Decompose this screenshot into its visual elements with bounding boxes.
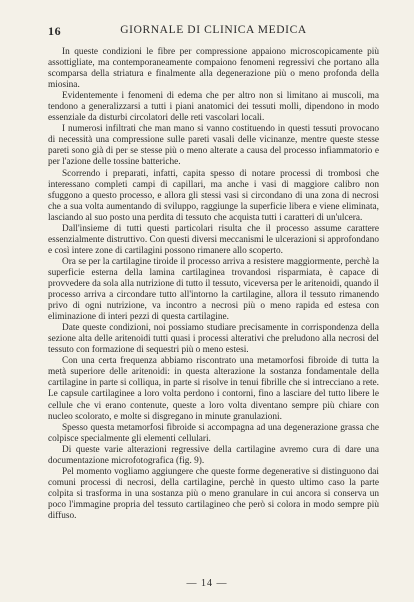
body-text (48, 47, 379, 522)
paragraph: Con una certa frequenza abbiamo riscontrato una metamorfosi fibroide di tutta la metà superiore delle aritenoidi: in questa alterazione la sostanza fondamentale della cartilagine in parte si colliqua, in parte si risolve in tenui fibrille che si intrecciano a rete. Le capsule cartilaginee a loro volta perdono i contorni, fino a lasciare del tutto libere le cellule che vi erano contenute, queste a loro volta diventano sempre più chiare con nucleo scolorato, e molte si disgregano in minute granulazioni. (48, 356, 379, 422)
journal-title: GIORNALE DI CLINICA MEDICA (120, 24, 307, 36)
paragraph: I numerosi infiltrati che man mano si vanno costituendo in questi tessuti provocano di necessità una compressione sulle pareti vasali delle vicinanze, mentre queste stesse pareti sono già di per se stesse più o meno alterate a causa del processo infiammatorio e per l'azione delle tossine batteriche. (48, 124, 379, 168)
paragraph: Ora se per la cartilagine tiroide il processo arriva a resistere maggiormente, perchè la superficie esterna della lamina cartilaginea trovandosi risparmiata, è capace di provvedere da sola alla nutrizione di tutto il tessuto, viceversa per le aritenoidi, quando il processo arriva a circondare tutto all'intorno la cartilagine, allora il tessuto rimanendo privo di ogni nutrizione, va incontro a necrosi più o meno rapida ed estesa con eliminazione di interi pezzi di questa cartilagine. (48, 256, 379, 323)
paragraph: In queste condizioni le fibre per compressione appaiono microscopicamente più assottigliate, ma contemporaneamente compaiono fenomeni regressivi che portano alla scomparsa della striatura e finalmente alla degenerazione più o meno profonda della miosina. (48, 47, 379, 91)
paragraph: Scorrendo i preparati, infatti, capita spesso di notare processi di trombosi che interessano completi campi di capillari, ma anche i vasi di maggiore calibro non sfuggono a questo processo, e allora gli stessi vasi si circondano di una zona di necrosi che a sua volta aumentando di sviluppo, raggiunge la superficie libera e viene eliminata, lasciando al suo posto una perdita di tessuto che acquista tutti i caratteri di un'ulcera. (48, 168, 379, 223)
page-folio: — 14 — (186, 578, 228, 589)
page-number: 16 (48, 24, 62, 38)
paragraph: Date queste condizioni, noi possiamo studiare precisamente in corrispondenza della sezione alta delle aritenoidi tutti quasi i processi alterativi che preludono alla necrosi del tessuto con formazione di sequestri più o meno estesi. (48, 323, 379, 356)
paragraph: Spesso questa metamorfosi fibroide si accompagna ad una degenerazione grassa che colpisce specialmente gli elementi cellulari. (48, 422, 379, 444)
paragraph: Pel momento vogliamo aggiungere che queste forme degenerative si distinguono dai comuni processi di necrosi, della cartilagine, perchè in questo ultimo caso la parte colpita si trasforma in una sostanza più o meno granulare in cui ancora si conserva un poco l'immagine propria del tessuto cartilagineo che però si colora in modo sempre più diffuso. (48, 466, 379, 521)
paragraph: Dall'insieme di tutti questi particolari risulta che il processo assume carattere essenzialmente distruttivo. Con questi diversi meccanismi le ulcerazioni si approfondano e così intere zone di cartilagini possono rimanere allo scoperto. (48, 223, 379, 256)
running-header (48, 20, 379, 40)
paragraph: Di queste varie alterazioni regressive della cartilagine avremo cura di dare una documentazione microfotografica (fig. 9). (48, 444, 379, 466)
paragraph: Evidentemente i fenomeni di edema che per altro non si limitano ai muscoli, ma tendono a generalizzarsi a tutti i piani anatomici dei tessuti molli, dipendono in modo essenziale da disturbi circolatori delle reti vascolari locali. (48, 91, 379, 124)
